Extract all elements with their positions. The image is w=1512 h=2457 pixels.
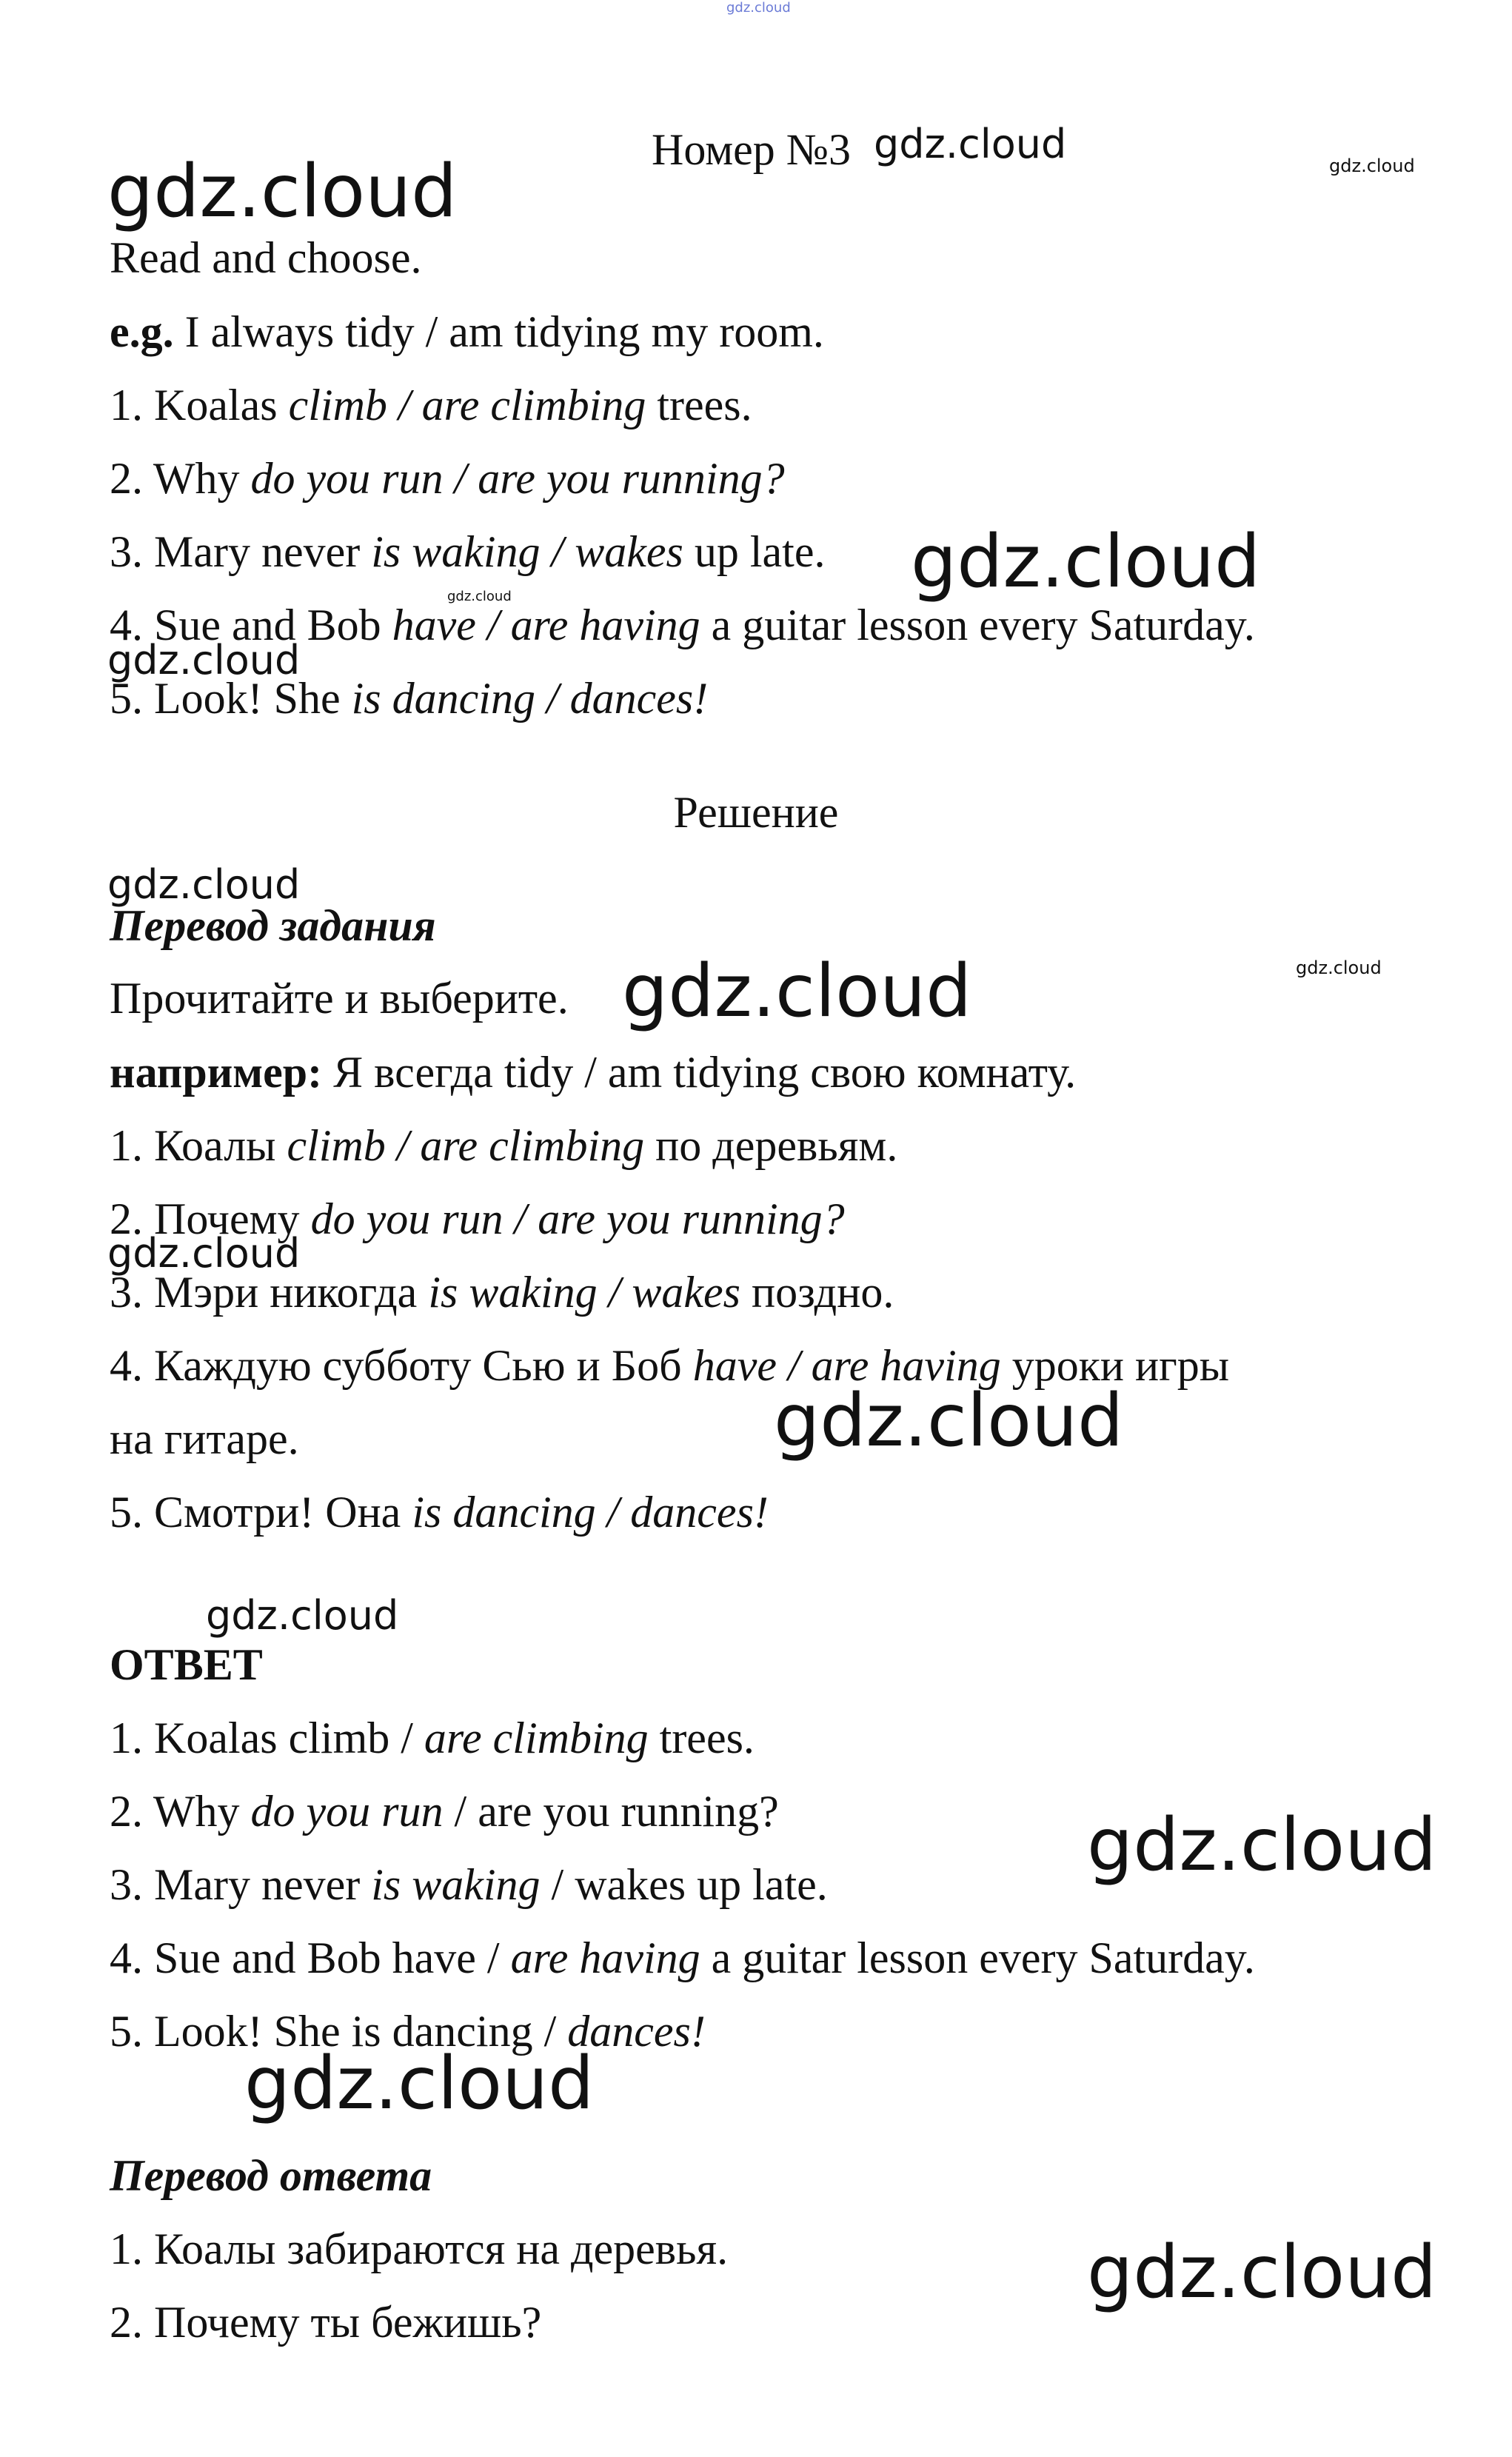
watermark: gdz.cloud xyxy=(1087,2230,1437,2315)
watermark: gdz.cloud xyxy=(874,121,1067,167)
translation-instruction: Прочитайте и выберите. xyxy=(110,974,569,1023)
task-item: 1. Koalas climb / are climbing trees. xyxy=(110,381,752,429)
translation-item: 4. Каждую субботу Сью и Боб have / are having уроки игры xyxy=(110,1341,1230,1390)
page-title: Номер №3 xyxy=(652,125,852,174)
translation-example: например: Я всегда tidy / am tidying свою комнату. xyxy=(110,1048,1077,1097)
watermark: gdz.cloud xyxy=(244,2042,595,2126)
task-item: 4. Sue and Bob have / are having a guitar lesson every Saturday. xyxy=(110,601,1255,649)
answer-item: 3. Mary never is waking / wakes up late. xyxy=(110,1860,828,1909)
answer-translation-item: 2. Почему ты бежишь? xyxy=(110,2298,542,2347)
watermark: gdz.cloud xyxy=(447,589,512,604)
answer-item: 2. Why do you run / are you running? xyxy=(110,1787,779,1836)
watermark: gdz.cloud xyxy=(911,520,1261,604)
answer-translation-heading: Перевод ответа xyxy=(110,2151,432,2200)
task-item: 5. Look! She is dancing / dances! xyxy=(110,674,709,723)
translation-item: 3. Мэри никогда is waking / wakes поздно. xyxy=(110,1268,894,1317)
example-text: I always tidy / am tidying my room. xyxy=(173,307,824,356)
example-label: e.g. xyxy=(110,307,174,356)
watermark: gdz.cloud xyxy=(107,1230,301,1277)
task-instruction: Read and choose. xyxy=(110,233,422,282)
watermark: gdz.cloud xyxy=(107,637,301,683)
translation-item-continuation: на гитаре. xyxy=(110,1414,299,1463)
watermark-top: gdz.cloud xyxy=(726,0,791,16)
watermark: gdz.cloud xyxy=(774,1379,1124,1463)
translation-item: 5. Смотри! Она is dancing / dances! xyxy=(110,1488,769,1537)
watermark: gdz.cloud xyxy=(206,1592,399,1639)
translation-heading: Перевод задания xyxy=(110,901,436,950)
answer-item: 5. Look! She is dancing / dances! xyxy=(110,2007,706,2056)
translation-item: 1. Коалы climb / are climbing по деревьям. xyxy=(110,1121,898,1170)
answer-item: 4. Sue and Bob have / are having a guitar lesson every Saturday. xyxy=(110,1933,1255,1982)
answer-item: 1. Koalas climb / are climbing trees. xyxy=(110,1714,755,1762)
watermark: gdz.cloud xyxy=(1296,957,1382,978)
task-item: 3. Mary never is waking / wakes up late. xyxy=(110,527,826,576)
watermark: gdz.cloud xyxy=(1329,156,1415,176)
task-example xyxy=(110,307,824,356)
watermark: gdz.cloud xyxy=(1087,1803,1437,1888)
watermark: gdz.cloud xyxy=(622,949,972,1034)
answer-heading: ОТВЕТ xyxy=(110,1640,263,1689)
watermark: gdz.cloud xyxy=(107,861,301,908)
watermark: gdz.cloud xyxy=(107,150,458,234)
answer-translation-item: 1. Коалы забираются на деревья. xyxy=(110,2224,729,2273)
solution-heading: Решение xyxy=(673,788,839,837)
translation-item: 2. Почему do you run / are you running? xyxy=(110,1194,845,1243)
task-item: 2. Why do you run / are you running? xyxy=(110,454,785,503)
